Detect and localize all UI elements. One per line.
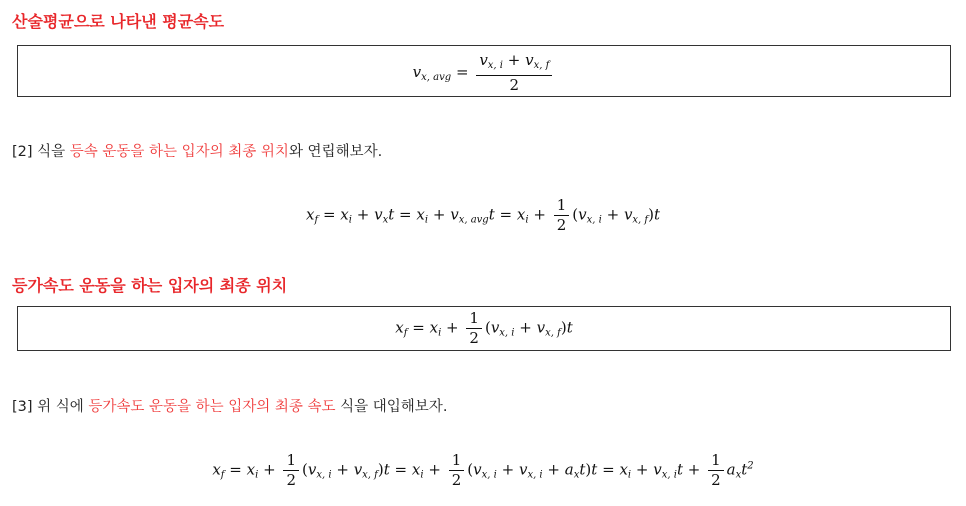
equation-final-position: $x_f = x_i$ + $\frac{1}{2}$ $(v_{x, i} + v_{x, f})t$	[395, 309, 573, 347]
equation-average-velocity: $v_{x, avg}$ = $\frac{v_{x, i} + v_{x, f}}{2}$	[18, 51, 950, 95]
formula-box-final-position	[17, 306, 951, 351]
formula-box-average-velocity	[17, 45, 951, 97]
equation-step-3: $x_f = x_i$ + $\frac{1}{2}$ $(v_{x, i} + v_{x, f})t = x_i$ + $\frac{1}{2}$ $(v_{x, i} + v_{x, i} + a_xt)t = x_i + v_{x, i}t$ + $\frac{1}{2}$ $a_xt^2$	[212, 451, 754, 489]
heading-average-velocity: 산술평균으로 나타낸 평균속도	[12, 12, 225, 31]
equation-step-2: $x_f = x_i + v_xt = x_i + v_{x, avg}t = x_i$ + $\frac{1}{2}$ $(v_{x, i} + v_{x, f})t$	[305, 196, 661, 234]
paragraph-step-3: [3] 위 식에 등가속도 운동을 하는 입자의 최종 속도 식을 대입해보자.	[12, 399, 448, 415]
paragraph-step-2: [2] 식을 등속 운동을 하는 입자의 최종 위치와 연립해보자.	[12, 144, 383, 160]
heading-final-position: 등가속도 운동을 하는 입자의 최종 위치	[12, 276, 288, 295]
